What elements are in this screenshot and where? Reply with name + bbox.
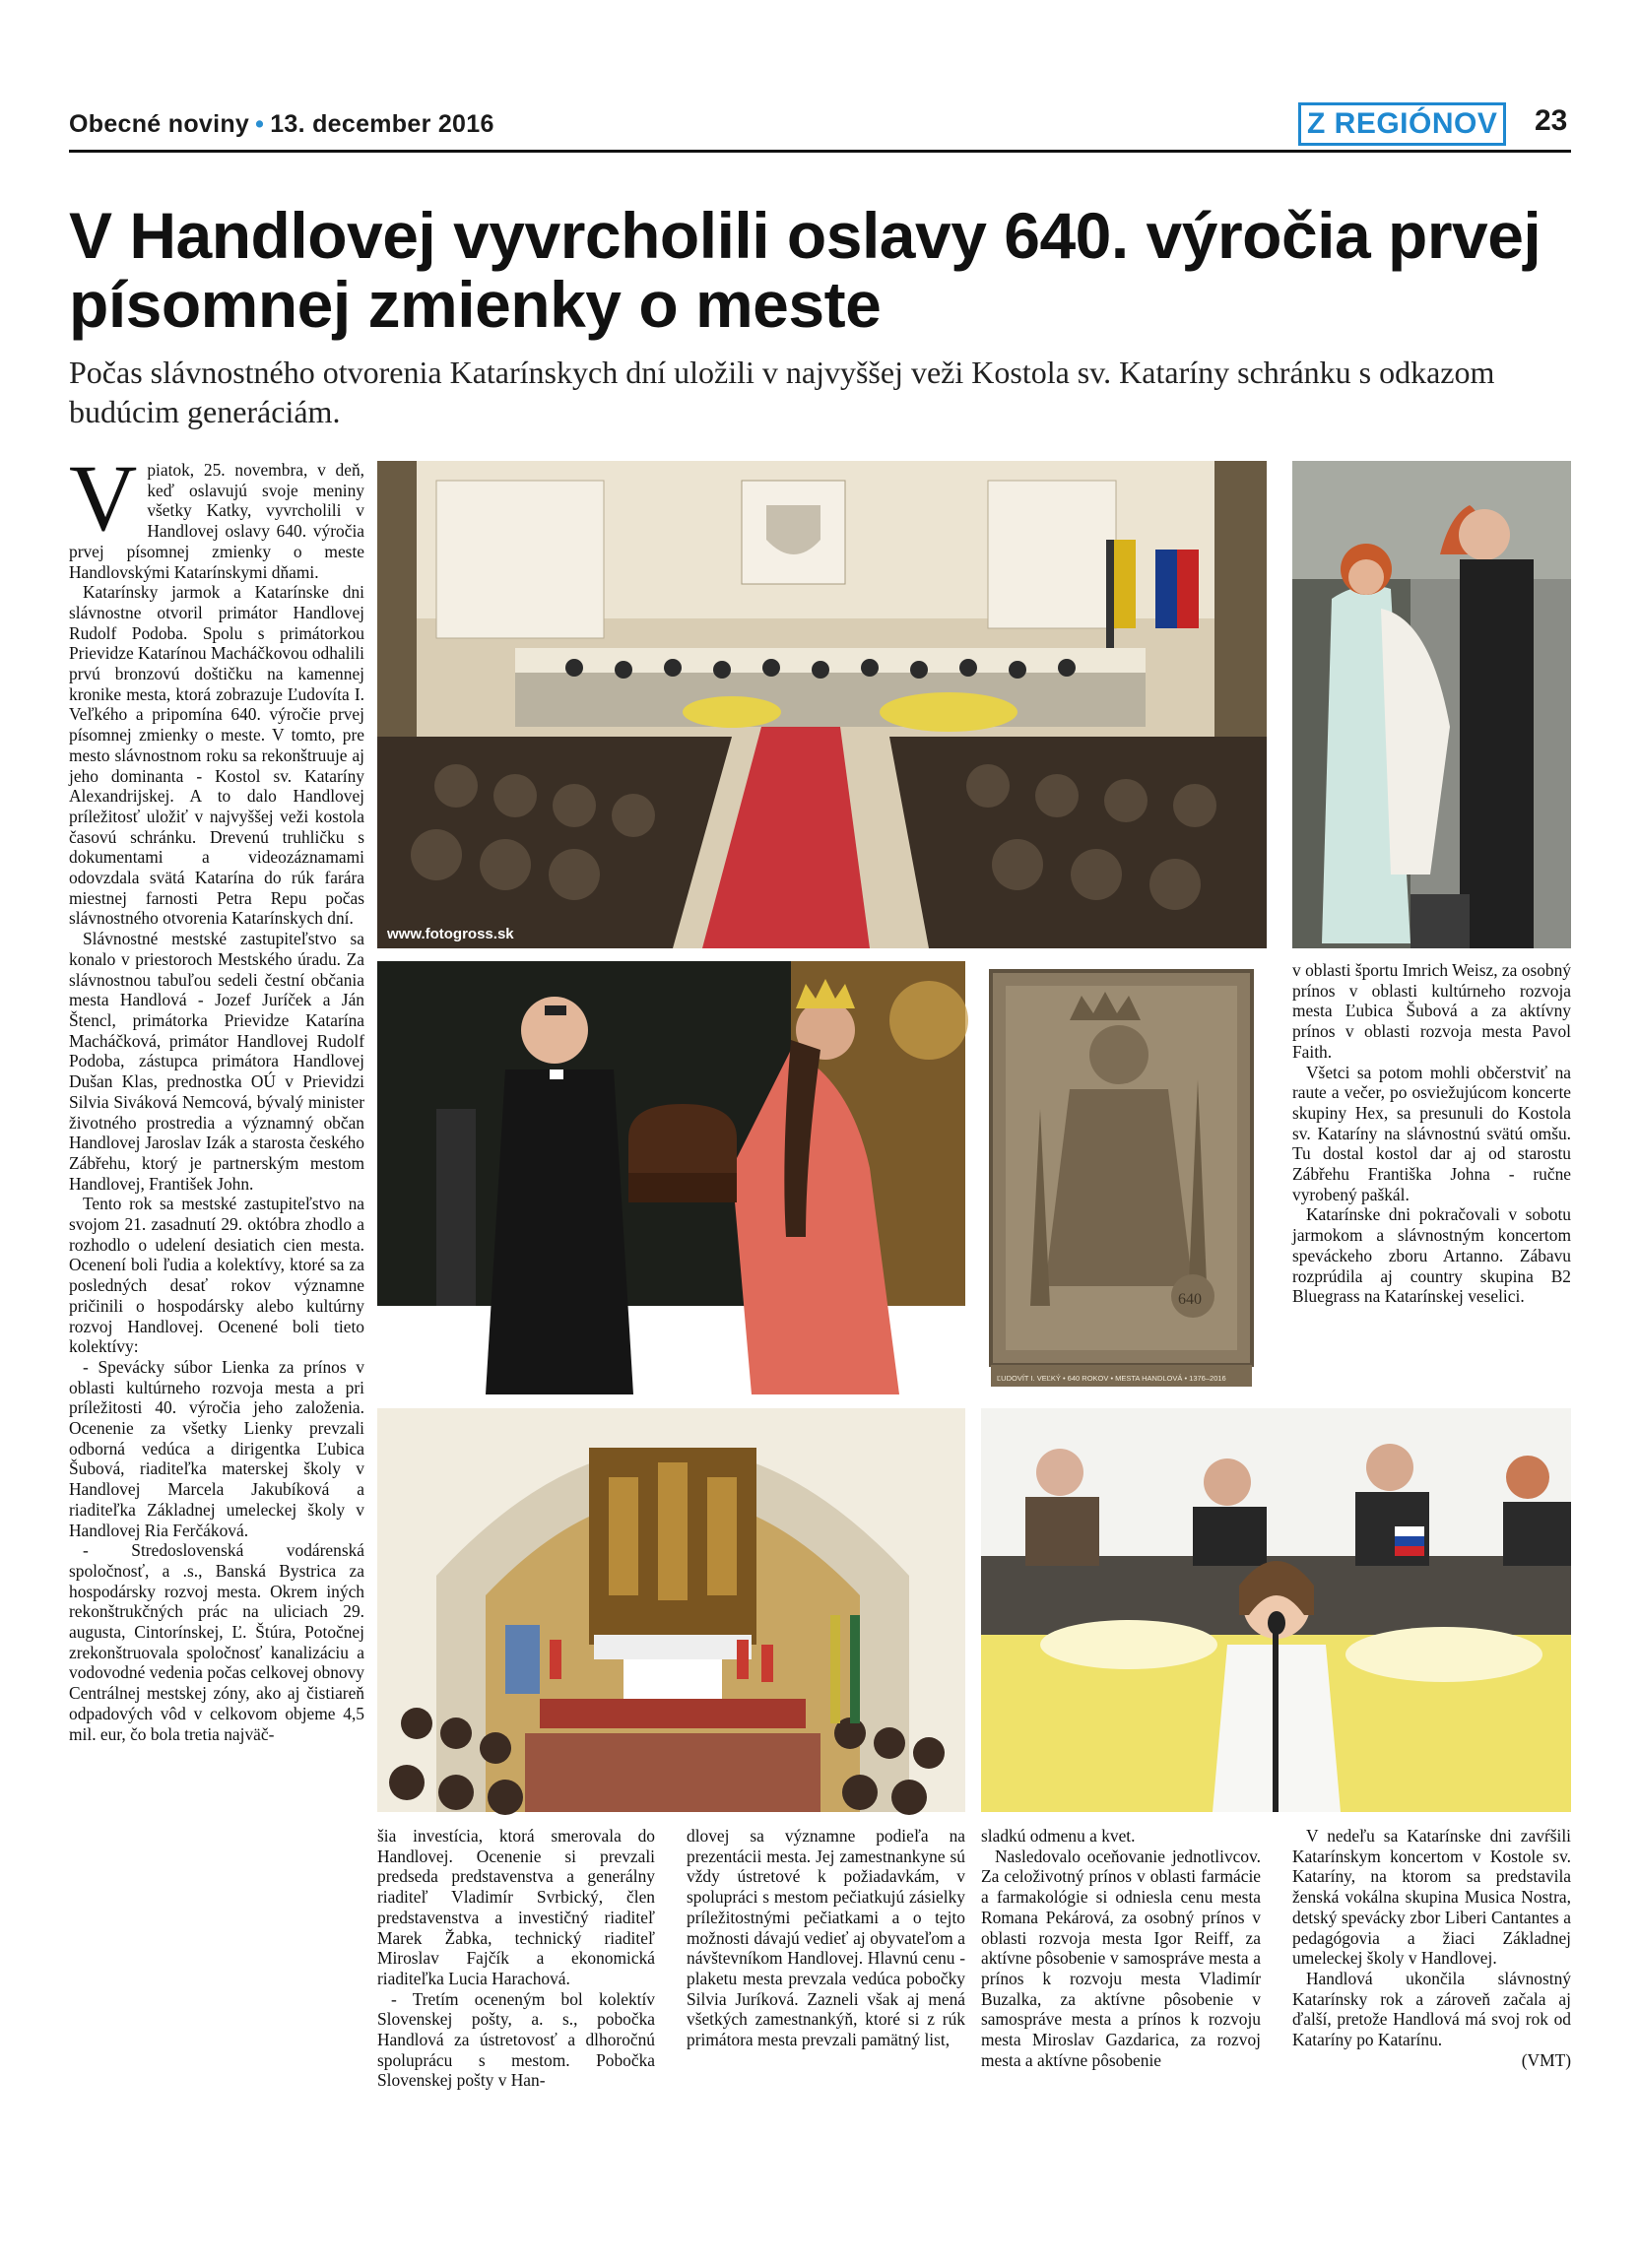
paragraph: Katarínske dni pokračovali v sobotu jarmokom a slávnostným koncertom speváckeho zboru Artanno. Zábavu rozprúdila aj country skupina B2 Bluegrass na Katarínskej veselici. (1292, 1204, 1571, 1307)
section-label: Z REGIÓNOV (1298, 102, 1506, 146)
paragraph: - Stredoslovenská vodárenská spoločnosť, a .s., Banská Bystrica za hospodársky rozvoj mesta. Okrem iných rekonštrukčných prác na uliciach 29. augusta, Cintorínskej, Ľ. Štúra, Potočnej zrekonštruovala spoločnosť kanalizáciu a vodovodné vedenia počas celkovej obnovy Centrálnej mestskej zóny, ako aj čistiareň odpadových vôd v celkovom objeme 4,5 mil. eur, čo bola tretia najväč- (69, 1540, 364, 1744)
publication-name: Obecné noviny (69, 110, 250, 138)
paragraph: Katarínsky jarmok a Katarínske dni slávnostne otvoril primátor Handlovej Rudolf Podoba. Spolu s primátorkou Prievidze Katarínou Macháčkovou odhalili prvú bronzovú doštičku na kamennej kronike mesta, ktorá zobrazuje Ľudovíta I. Veľkého a pripomína 640. výročie prvej písomnej zmienky o meste. V tomto, pre mesto slávnostnom roku sa rekonštruuje aj jeho dominanta - Kostol sv. Kataríny Alexandrijskej. A to dalo Handlovej príležitosť uložiť v najvyššej veži kostola časovú schránku. Drevenú truhličku s dokumentami a videozáznamami odovzdala svätá Katarína do rúk farára miestnej farnosti Petra Repu počas slávnostného otvorenia Katarínskych dní. (69, 582, 364, 929)
separator-dot: • (255, 110, 265, 138)
paragraph: Slávnostné mestské zastupiteľstvo sa konalo v priestoroch Mestského úradu. Za slávnostnou tabuľou sedeli čestní občania mesta Handlová - Jozef Juríček a Ján Štencl, primátorka Prievidze Katarína Macháčková, primátor Handlovej Rudolf Podoba, zástupca primátora Handlovej Dušan Klas, prednostka OÚ v Prievidzi Silvia Siváková Nemcová, bývalý minister životného prostredia a významný občan Handlovej Jaroslav Izák a starosta českého Zábřehu, ktorý je partnerským mestom Handlovej, František John. (69, 929, 364, 1194)
paragraph: dlovej sa významne podieľa na prezentácii mesta. Jej zamestnankyne sú vždy ústretové k požiadavkám, v spolupráci s mestom pečiatkujú zásielky príležitostnými pečiatkami a o tejto možnosti dávajú vedieť aj obyvateľom a návštevníkom Handlovej. Hlavnú cenu - plaketu mesta prevzala vedúca pobočky Silvia Juríková. Zazneli však aj mená všetkých zamestnankýň, ktoré si z rúk primátora mesta prevzali pamätný list, (687, 1826, 965, 2050)
paragraph: piatok, 25. novembra, v deň, keď oslavujú svoje meniny všetky Katky, vyvrcholili v Handlovej oslavy 640. výročia prvej písomnej zmienky o meste Handlovskými Katarínskymi dňami. (69, 460, 364, 582)
photo-church-mass (377, 1408, 965, 1812)
masthead (69, 110, 494, 139)
paragraph: sladkú odmenu a kvet. (981, 1826, 1136, 1846)
paragraph: Nasledovalo oceňovanie jednotlivcov. Za celoživotný prínos v oblasti farmácie a farmakológie si odniesla cenu mesta Romana Pekárová, za osobný prínos v oblasti rozvoja mesta Igor Reiff, za aktívne pôsobenie v samospráve mesta a prínos k rozvoju mesta Vladimír Buzalka, za aktívne pôsobenie v samospráve mesta a prínos k rozvoju mesta Miroslav Gazdarica, za rozvoj mesta a aktívne pôsobenie (981, 1846, 1261, 2070)
header-rule (69, 150, 1571, 153)
author-signature: (VMT) (1521, 2049, 1571, 2070)
paragraph: - Spevácky súbor Lienka za prínos v oblasti kultúrneho rozvoja mesta a pri príležitosti 40. výročia jeho založenia. Ocenenie za všetky Lienky prevzali odborná vedúca a dirigentka Ľubica Šubová, riaditeľka materskej školy v Handlovej Marcela Jakubíková a riaditeľka Základnej umeleckej školy v Handlovej Ria Ferčáková. (69, 1356, 364, 1540)
page-number: 23 (1535, 104, 1568, 137)
paragraph: V nedeľu sa Katarínske dni zavŕšili Katarínskym koncertom v Kostole sv. Kataríny, na ktorom sa predstavila ženská vokálna skupina Musica Nostra, detský spevácky zbor Liberi Cantantes a pedagógovia a žiaci Základnej umeleckej školy v Handlovej. (1292, 1826, 1571, 1969)
paragraph: - Tretím oceneným bol kolektív Slovenskej pošty, a. s., pobočka Handlová za ústretovosť a dlhoročnú spoluprácu s mestom. Pobočka Slovenskej pošty v Han- (377, 1988, 655, 2091)
issue-date: 13. december 2016 (270, 110, 494, 138)
paragraph: Handlová ukončila slávnostný Katarínsky rok a zároveň začala aj ďalší, pretože Handlová má svoj rok od Kataríny po Katarínu. (1292, 1968, 1571, 2050)
article-column-2 (377, 1826, 655, 2091)
deck: Počas slávnostného otvorenia Katarínskych dní uložili v najvyššej veži Kostola sv. Kataríny schránku s odkazom budúcim generáciám. (69, 355, 1495, 429)
photo-girl-performing (981, 1408, 1571, 1812)
paragraph: šia investícia, ktorá smerovala do Handlovej. Ocenenie si prevzali predseda predstavenstva a generálny riaditeľ Vladimír Svrbický, člen predstavenstva a investičný riaditeľ Marek Žabka, technický riaditeľ Miroslav Fajčík a ekonomická riaditeľka Lucia Harachová. (377, 1826, 655, 1988)
article-column-1 (69, 445, 364, 2072)
paragraph: Tento rok sa mestské zastupiteľstvo na svojom 21. zasadnutí 29. októbra zhodlo a rozhodlo o udelení desiatich cien mesta. Ocenení boli ľudia a kolektívy, ktoré sa za posledných desať rokov významne pričinili o hospodársky alebo kultúrny rozvoj Handlovej. Ocenené boli tieto kolektívy: (69, 1194, 364, 1357)
photo-council-hall (377, 461, 1267, 948)
article-column-5-top (1292, 960, 1571, 1384)
photo-watermark: www.fotogross.sk (387, 926, 514, 942)
photo-ceremony-outdoor (1292, 461, 1571, 948)
plaque-caption: ĽUDOVÍT I. VEĽKÝ • 640 ROKOV • MESTA HANDLOVÁ • 1376–2016 (997, 1374, 1226, 1383)
paragraph: v oblasti športu Imrich Weisz, za osobný prínos v oblasti kultúrneho rozvoja mesta Ľubica Šubová a za aktívny prínos v oblasti rozvoja mesta Pavol Faith. (1292, 960, 1571, 1062)
drop-cap: V (69, 445, 138, 551)
plaque-year: 640 (1178, 1291, 1202, 1308)
paragraph: Všetci sa potom mohli občerstviť na raute a večer, po osviežujúcom koncerte skupiny Hex, sa presunuli do Kostola sv. Kataríny na slávnostnú svätú omšu. Tu dostal kostol dar aj od starostu Zábřehu Františka Johna - ručne vyrobený paškál. (1292, 1062, 1571, 1204)
photo-time-capsule-handover (377, 961, 965, 1394)
photo-bronze-plaque (981, 961, 1267, 1394)
article-column-4 (981, 1826, 1261, 2072)
headline: V Handlovej vyvrcholili oslavy 640. výročia prvej písomnej zmienky o meste (69, 199, 1542, 341)
article-column-3 (687, 1826, 965, 2072)
article-column-5-bottom (1292, 1826, 1571, 2072)
